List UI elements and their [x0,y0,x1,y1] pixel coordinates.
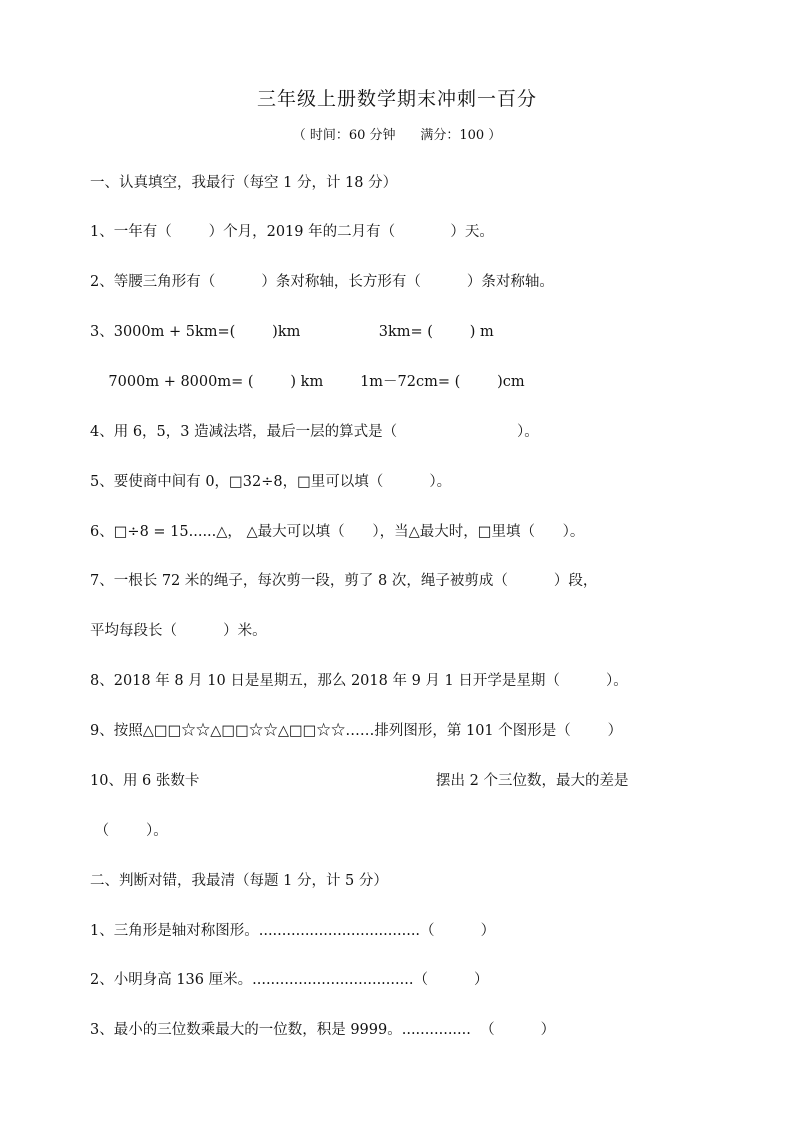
question-2-2: 2、小明身高 136 厘米。...................................（ ） [90,972,489,988]
question-1-10b: （ ）。 [90,823,168,839]
question-1-6: 6、□÷8 = 15......△， △最大可以填（ ），当△最大时，□里填（ ）。 [90,524,585,540]
question-1-10a-right: 摆出 2 个三位数，最大的差是 [436,773,629,789]
exam-info: （ 时间：60 分钟 满分：100 ） [292,128,502,143]
question-1-2: 2、等腰三角形有（ ）条对称轴，长方形有（ ）条对称轴。 [90,274,554,290]
question-1-10a-left: 10、用 6 张数卡 [90,773,200,789]
question-1-1: 1、一年有（ ）个月，2019 年的二月有（ ）天。 [90,224,494,240]
question-1-7a: 7、一根长 72 米的绳子，每次剪一段，剪了 8 次，绳子被剪成（ ）段， [90,573,598,589]
section-heading-fill-blank: 一、认真填空，我最行（每空 1 分，计 18 分） [90,175,398,191]
page-title: 三年级上册数学期末冲刺一百分 [256,88,537,110]
question-1-9: 9、按照△□□☆☆△□□☆☆△□□☆☆……排列图形，第 101 个图形是（ ） [90,723,623,739]
question-1-7b: 平均每段长（ ）米。 [90,623,267,639]
section-heading-true-false: 二、判断对错，我最清（每题 1 分，计 5 分） [90,873,388,889]
question-1-5: 5、要使商中间有 0，□32÷8，□里可以填（ ）。 [90,474,452,490]
question-1-4: 4、用 6，5，3 造减法塔，最后一层的算式是（ ）。 [90,424,539,440]
question-1-3b: 7000m + 8000m= ( ) km 1m－72cm= ( )cm [90,374,525,390]
question-1-8: 8、2018 年 8 月 10 日是星期五，那么 2018 年 9 月 1 日开学是星期（ ）。 [90,673,628,689]
question-2-3: 3、最小的三位数乘最大的一位数，积是 9999。............... （ ） [90,1022,556,1038]
question-2-1: 1、三角形是轴对称图形。...................................（ ） [90,923,496,939]
question-1-3a: 3、3000m + 5km=( )km 3km= ( ) m [90,324,494,340]
